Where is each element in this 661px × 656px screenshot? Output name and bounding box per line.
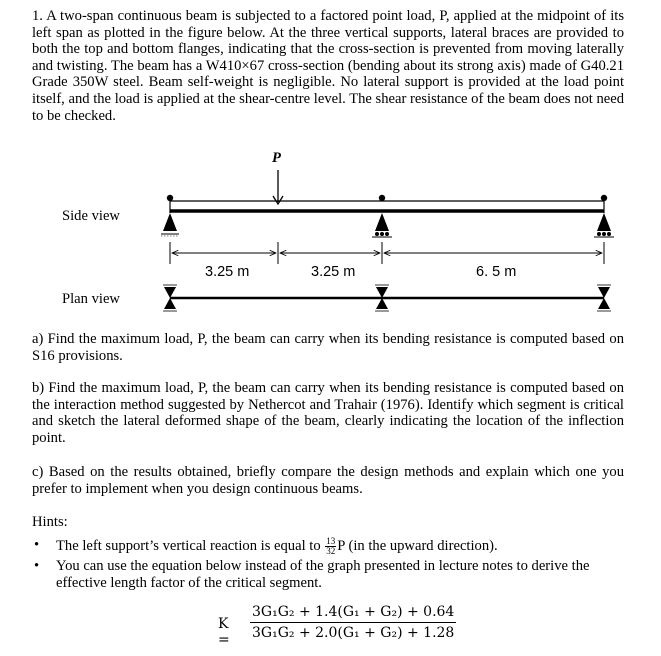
hint-item-1 bbox=[34, 536, 624, 556]
hint-1-text-start: The left support’s vertical reaction is equal to bbox=[56, 537, 325, 554]
formula-denominator: 3G₁G₂ + 2.0(G₁ + G₂) + 1.28 bbox=[252, 625, 455, 641]
lateral-braces bbox=[167, 195, 607, 201]
dimension-span-2: 3.25 m bbox=[311, 264, 356, 280]
hint-item-2 bbox=[34, 558, 624, 591]
bullet-icon: • bbox=[34, 537, 40, 553]
support-left-side bbox=[161, 213, 179, 236]
formula-numerator: 3G₁G₂ + 1.4(G₁ + G₂) + 0.64 bbox=[250, 604, 456, 623]
bullet-icon: • bbox=[34, 558, 40, 574]
side-view-beam bbox=[170, 201, 604, 213]
support-right-side bbox=[594, 213, 614, 237]
hint-1-text-end: P (in the upward direction). bbox=[337, 537, 498, 554]
question-a: a) Find the maximum load, P, the beam can carry when its bending resistance is computed based on S16 provisions. bbox=[32, 331, 624, 364]
dimension-span-3: 6. 5 m bbox=[476, 264, 517, 280]
hint-2-text: You can use the equation below instead of the graph presented in lecture notes to derive the effective length factor of the critical segment. bbox=[56, 558, 590, 591]
fraction-numerator: 13 bbox=[326, 536, 336, 546]
formula-fraction bbox=[250, 604, 456, 641]
support-middle-side bbox=[372, 213, 392, 237]
dimension-span-1: 3.25 m bbox=[205, 264, 250, 280]
problem-statement: 1. A two-span continuous beam is subjected to a factored point load, P, applied at the midpoint of its left span as plotted in the figure below. At the three vertical supports, lateral braces are provided to both the top and bottom flanges, indicating that the cross-section is prevented from moving laterally and twisting. The beam has a W410×67 cross-section (bending about its strong axis) made of G40.21 Grade 350W steel. Beam self-weight is negligible. No lateral support is provided at the load point itself, and the load is applied at the shear-centre level. The shear resistance of the beam does not need to be checked. bbox=[32, 8, 624, 124]
plan-view-label: Plan view bbox=[62, 291, 120, 307]
fraction-denominator: 32 bbox=[326, 546, 336, 556]
load-label: P bbox=[272, 150, 281, 166]
question-b: b) Find the maximum load, P, the beam can carry when its bending resistance is computed based on the interaction method suggested by Nethercot and Trahair (1976). Identify which segment is critical and sketch the lateral deformed shape of the beam, clearly indicating the location of the inflection point. bbox=[32, 380, 624, 446]
point-load-arrow bbox=[273, 170, 283, 204]
hints-heading: Hints: bbox=[32, 514, 68, 530]
side-view-label: Side view bbox=[62, 208, 120, 224]
fraction-13-32 bbox=[325, 537, 336, 556]
question-c: c) Based on the results obtained, briefly compare the design methods and explain which one you prefer to implement when you design continuous beams. bbox=[32, 464, 624, 497]
formula-lhs: K = bbox=[218, 616, 230, 648]
dimension-lines bbox=[170, 242, 604, 264]
